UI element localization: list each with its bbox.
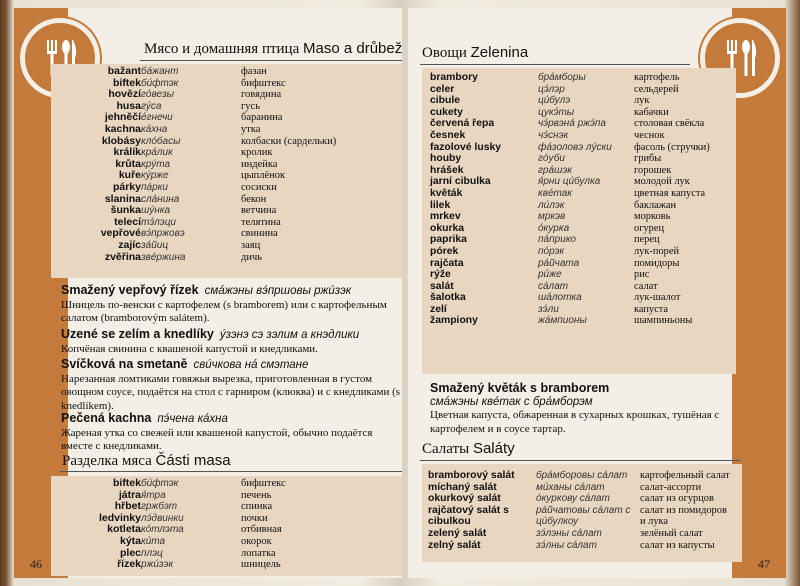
translation: спинка — [241, 501, 273, 513]
salads-section-title — [422, 440, 515, 458]
vocab-row — [430, 281, 740, 293]
translation: и лука — [640, 516, 669, 528]
pronunciation: лэ́двинки — [141, 512, 184, 524]
vocab-row — [51, 252, 391, 264]
pronunciation: жáмпионы — [538, 315, 587, 327]
vocab-row — [51, 112, 391, 124]
cuts-title-rule — [60, 471, 402, 472]
czech-word: cibule — [430, 95, 461, 107]
pronunciation: цукэ́ты — [538, 106, 575, 118]
pronunciation: плэц — [141, 547, 163, 559]
dish-pron: ýзэнэ сэ зэлим а кнэдлики — [219, 329, 360, 341]
czech-word: cukety — [430, 106, 463, 118]
vocab-row — [430, 188, 740, 200]
czech-word: houby — [430, 153, 462, 165]
salads-vocab-table — [428, 470, 748, 551]
pronunciation: я́рни цúбулка — [538, 176, 601, 188]
czech-word: šalotka — [430, 292, 466, 304]
veg-title-ru: Овощи — [422, 45, 467, 61]
meat-section-title — [144, 40, 402, 58]
cuts-title-ru: Разделка мяса — [62, 453, 152, 469]
czech-word: biftek — [112, 76, 141, 89]
vocab-row — [51, 536, 391, 548]
translation: фасоль (стручки) — [634, 141, 710, 153]
vocab-row — [430, 211, 740, 223]
vocab-row — [51, 66, 391, 78]
czech-word: biftek — [112, 477, 141, 489]
pronunciation: зэ́лэны сáлат — [536, 527, 602, 539]
czech-word: hřbet — [114, 500, 141, 513]
pronunciation: кýрже — [141, 170, 169, 182]
cuts-section-title — [62, 452, 231, 470]
vocab-row — [430, 142, 740, 154]
czech-word: mrkev — [430, 211, 461, 223]
czech-word: telecí — [114, 215, 141, 228]
czech-word: žampiony — [430, 315, 478, 327]
page-left — [14, 8, 402, 578]
czech-word: játra — [118, 488, 141, 501]
translation: цветная капуста — [634, 187, 706, 199]
translation: цыплёнок — [241, 170, 286, 182]
translation: горошек — [634, 164, 672, 176]
pronunciation: пáрки — [141, 181, 168, 193]
pronunciation: клóбасы — [141, 135, 181, 147]
vocab-row — [51, 170, 391, 182]
meat-title-ru: Мясо и домашняя птица — [144, 41, 300, 57]
translation: салат-ассорти — [640, 481, 702, 493]
pronunciation: сáлат — [538, 280, 569, 292]
czech-word: slanina — [104, 192, 141, 205]
pronunciation: пáприко — [538, 234, 576, 246]
translation: телятина — [241, 216, 281, 228]
czech-word: rajčatový salát s — [428, 504, 509, 516]
translation: салат из капусты — [640, 539, 715, 551]
translation: зелёный салат — [640, 527, 703, 539]
czech-word: bažant — [107, 65, 141, 77]
vocab-row — [51, 548, 391, 560]
czech-word: celer — [430, 83, 455, 95]
czech-word: hovězí — [108, 88, 141, 101]
dish-pron: пэ́чена кáхна — [157, 413, 228, 425]
vocab-row — [51, 147, 391, 159]
czech-word: jarní cibulka — [430, 176, 491, 188]
cuts-vocab-table — [51, 478, 391, 571]
pronunciation: квéтак — [538, 187, 573, 199]
vocab-row — [430, 258, 740, 270]
pronunciation: брáмборовы сáлат — [536, 470, 628, 481]
czech-word: okurkový salát — [428, 493, 501, 505]
pronunciation: кáхна — [141, 123, 168, 135]
czech-word: pórek — [430, 245, 459, 257]
pronunciation: тэ́лэци — [141, 216, 176, 228]
czech-word: míchaný salát — [428, 481, 497, 493]
dish-entry-right — [430, 382, 730, 436]
pronunciation: крýта — [141, 158, 171, 170]
czech-word: brambory — [430, 72, 478, 83]
vocab-row — [51, 240, 391, 252]
pronunciation: грáшэк — [538, 164, 572, 176]
translation: салат из огурцов — [640, 493, 714, 505]
vocab-row — [51, 101, 391, 113]
translation: салат из помидоров — [640, 504, 727, 516]
pronunciation: лúлэк — [538, 199, 565, 211]
translation: морковь — [634, 211, 671, 223]
dish-name: Uzené se zelím a knedlíky — [61, 327, 214, 341]
translation: фазан — [241, 66, 267, 77]
pronunciation: пóрэк — [538, 245, 565, 257]
vocab-row — [51, 124, 391, 136]
page-number-right: 47 — [758, 557, 770, 571]
dish-pron: смáжэны квéтак с брáмборэм — [430, 395, 593, 408]
pronunciation: бáжант — [141, 66, 179, 77]
czech-word: krůta — [115, 157, 141, 170]
translation: шницель — [241, 559, 281, 571]
pronunciation: éгнечи — [141, 112, 173, 124]
pronunciation: я́тра — [141, 489, 166, 501]
pronunciation: шáлотка — [538, 292, 582, 304]
czech-word: zelí — [430, 303, 447, 315]
dish-entry-2 — [61, 328, 401, 356]
czech-word: šunka — [110, 204, 141, 217]
pronunciation: цúбулкоу — [536, 516, 579, 528]
dish-desc: Жареная утка со свежей или квашеной капустой, обычно подаётся вместе с кнедликами. — [61, 426, 373, 452]
vocab-row — [428, 493, 748, 505]
translation: сосиски — [241, 181, 277, 193]
czech-word: kachna — [104, 122, 141, 135]
veg-title-cz: Zelenina — [470, 44, 529, 61]
translation: почки — [241, 512, 268, 524]
translation: рис — [634, 269, 650, 281]
translation: гусь — [241, 100, 261, 112]
czech-word: plec — [119, 546, 141, 559]
vocab-row — [51, 490, 391, 502]
vocab-row — [428, 540, 748, 552]
pronunciation: гóуби — [538, 153, 565, 165]
vocab-row — [51, 136, 391, 148]
vocab-row — [428, 505, 748, 517]
pronunciation: зэ́лны сáлат — [536, 539, 597, 551]
salads-title-ru: Салаты — [422, 441, 470, 457]
translation: шампиньоны — [634, 315, 693, 327]
translation: ветчина — [241, 205, 277, 217]
vocab-row — [51, 478, 391, 490]
vocab-row — [430, 304, 740, 316]
pronunciation: рáйчатовы сáлат с — [536, 504, 631, 516]
pronunciation: чэ́снэк — [538, 129, 569, 141]
cuts-title-cz: Části masa — [155, 452, 231, 469]
pronunciation: мúханы сáлат — [536, 481, 605, 493]
pronunciation: рáйчата — [538, 257, 580, 269]
translation: кабачки — [634, 106, 669, 118]
translation: столовая свёкла — [634, 118, 705, 130]
czech-word: rajčata — [430, 257, 464, 269]
vocab-row — [430, 130, 740, 142]
dish-name: Pečená kachna — [61, 411, 152, 425]
pronunciation: шýнка — [141, 205, 171, 217]
czech-word: králík — [113, 146, 141, 159]
pronunciation: мркэв — [538, 211, 566, 223]
dish-name: Smažený květák s bramborem — [430, 381, 610, 395]
czech-word: česnek — [430, 129, 466, 141]
vocab-row — [51, 513, 391, 525]
translation: лук-порей — [634, 245, 680, 257]
veg-title-rule — [420, 64, 690, 65]
vocab-row — [428, 528, 748, 540]
vocab-row — [430, 200, 740, 212]
translation: отбивная — [241, 524, 282, 536]
czech-word: husa — [116, 99, 141, 112]
czech-word: fazolové lusky — [430, 141, 502, 153]
pronunciation: бúфтэк — [141, 478, 179, 489]
page-number-left: 46 — [30, 557, 42, 571]
translation: баранина — [241, 112, 283, 124]
pronunciation: гýса — [141, 100, 162, 112]
salads-title-rule — [420, 460, 740, 461]
dish-entry-3 — [61, 358, 401, 413]
translation: чеснок — [634, 129, 665, 141]
czech-word: cibulkou — [428, 516, 471, 528]
vocab-row — [51, 194, 391, 206]
dish-entry-1 — [61, 284, 401, 326]
translation: говядина — [241, 89, 282, 101]
czech-word: zvěřina — [104, 250, 141, 263]
czech-word: zelný salát — [428, 539, 481, 551]
pronunciation: цúбулэ — [538, 95, 571, 107]
translation: картофель — [634, 72, 680, 83]
translation: грибы — [634, 153, 662, 165]
pronunciation: гóвезы — [141, 89, 174, 101]
translation: заяц — [241, 239, 261, 251]
pronunciation: крáлик — [141, 147, 173, 159]
pronunciation: ржúзэк — [141, 559, 174, 571]
translation: бифштекс — [241, 478, 286, 489]
dish-name: Svíčková na smetaně — [61, 357, 188, 371]
translation: дичь — [241, 251, 263, 263]
dish-pron: свúчкова нá смэтане — [193, 359, 309, 371]
pronunciation: вэ́пржовэ — [141, 228, 185, 240]
vocab-row — [430, 176, 740, 188]
vocab-row — [51, 559, 391, 571]
dish-name: Smažený vepřový řízek — [61, 283, 199, 297]
dish-desc: Нарезанная ломтиками говяжья вырезка, приготовленная в густом овощном соусе, подаётся на стол с гарниром (клюква) и с кнедликами (s knedlíkem). — [61, 372, 401, 412]
dish-desc: Копчёная свинина с квашеной капустой и кнедликами. — [61, 342, 318, 355]
pronunciation: бúфтэк — [141, 77, 179, 89]
translation: свинина — [241, 228, 278, 240]
czech-word: zelený salát — [428, 527, 487, 539]
translation: кролик — [241, 147, 273, 159]
translation: капуста — [634, 303, 669, 315]
salads-title-cz: Saláty — [472, 440, 515, 457]
dish-entry-4 — [61, 412, 401, 454]
translation: перец — [634, 234, 660, 246]
translation: салат — [634, 280, 658, 292]
czech-word: jehněčí — [104, 111, 141, 124]
pronunciation: фáзоловэ лýски — [538, 141, 612, 153]
translation: лук — [634, 95, 650, 107]
translation: колбаски (сардельки) — [241, 135, 337, 147]
vocab-row — [428, 482, 748, 494]
meat-title-cz: Maso a drůbež — [303, 40, 402, 57]
meat-vocab-table — [51, 66, 391, 263]
page-right — [408, 8, 786, 578]
translation: бифштекс — [241, 77, 286, 89]
pronunciation: слáнина — [141, 193, 180, 205]
czech-word: paprika — [430, 234, 467, 246]
czech-word: červená řepa — [430, 118, 495, 130]
czech-word: řízek — [117, 558, 141, 571]
vocab-row — [430, 72, 740, 84]
pronunciation: гржбэт — [141, 501, 178, 513]
czech-word: kýta — [119, 534, 141, 547]
pronunciation: брáмборы — [538, 72, 586, 83]
vocab-row — [51, 159, 391, 171]
dish-pron: смáжэны вэ́пршовы ржúзэк — [204, 285, 352, 297]
czech-word: hrášek — [430, 164, 464, 176]
pronunciation: чэ́рвэнá ржэ́па — [538, 118, 606, 130]
czech-word: lilek — [430, 199, 451, 211]
translation: огурец — [634, 222, 665, 234]
vocab-row — [51, 205, 391, 217]
vocab-row — [430, 95, 740, 107]
pronunciation: зáйиц — [141, 239, 169, 251]
czech-word: ledvinky — [98, 511, 141, 524]
pronunciation: óкуркову сáлат — [536, 493, 610, 505]
vocab-row — [51, 524, 391, 536]
vocab-row — [51, 78, 391, 90]
czech-word: párky — [112, 180, 141, 193]
translation: картофельный салат — [640, 470, 730, 481]
vocab-row — [428, 516, 748, 528]
translation: лопатка — [241, 547, 276, 559]
czech-word: bramborový salát — [428, 470, 515, 481]
pronunciation: зэ́ли — [538, 303, 559, 315]
pronunciation: кúта — [141, 535, 166, 547]
vocab-row — [430, 223, 740, 235]
vocab-row — [430, 118, 740, 130]
pronunciation: рúже — [538, 269, 562, 281]
czech-word: rýže — [430, 269, 451, 281]
vocab-row — [430, 84, 740, 96]
vocab-row — [430, 234, 740, 246]
czech-word: vepřové — [100, 227, 141, 240]
translation: печень — [241, 489, 272, 501]
translation: сельдерей — [634, 83, 679, 95]
meat-title-rule — [140, 60, 402, 61]
pronunciation: звéржина — [141, 251, 186, 263]
vocab-row — [51, 89, 391, 101]
translation: бекон — [241, 193, 267, 205]
veg-vocab-table — [430, 72, 740, 327]
pronunciation: кóтлэта — [141, 524, 184, 536]
translation: лук-шалот — [634, 292, 681, 304]
czech-word: kuře — [118, 169, 141, 182]
czech-word: salát — [430, 280, 454, 292]
translation: молодой лук — [634, 176, 690, 188]
pronunciation: óкурка — [538, 222, 570, 234]
vocab-row — [430, 153, 740, 165]
vocab-row — [430, 269, 740, 281]
czech-word: květák — [430, 187, 463, 199]
translation: окорок — [241, 535, 272, 547]
translation: баклажан — [634, 199, 677, 211]
czech-word: klobásy — [101, 134, 141, 147]
czech-word: kotleta — [107, 523, 141, 536]
czech-word: zajíc — [118, 238, 141, 251]
vocab-row — [428, 470, 748, 482]
translation: индейка — [241, 158, 278, 170]
vocab-row — [51, 182, 391, 194]
vocab-row — [430, 165, 740, 177]
translation: помидоры — [634, 257, 680, 269]
vocab-row — [430, 246, 740, 258]
translation: утка — [241, 123, 261, 135]
vocab-row — [430, 292, 740, 304]
czech-word: okurka — [430, 222, 465, 234]
vocab-row — [430, 107, 740, 119]
dish-desc: Цветная капуста, обжаренная в сухарных крошках, тушёная с картофелем и в соусе тартар. — [430, 409, 720, 435]
pronunciation: цэ́лэр — [538, 83, 565, 95]
veg-section-title — [422, 44, 528, 62]
vocab-row — [51, 228, 391, 240]
vocab-row — [430, 315, 740, 327]
dish-desc: Шницель по-венски с картофелем (s bramborem) или с картофельным салатом (bramborovým salátem). — [61, 298, 387, 324]
